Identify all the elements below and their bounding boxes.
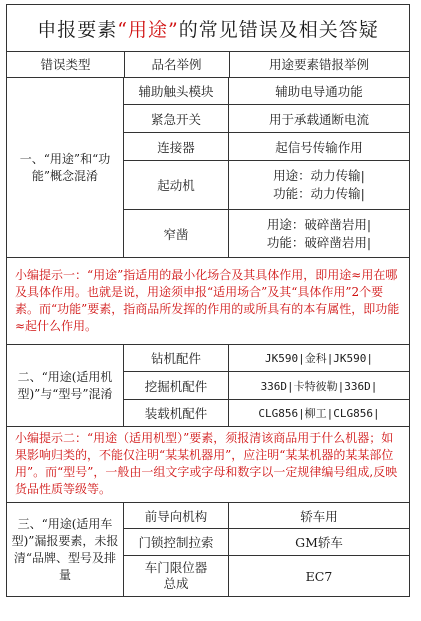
section1-row4-value [229,161,409,210]
section2-row2-value: 336D|卡特彼勒|336D| [229,372,409,400]
table-frame [6,4,410,597]
section1-row5-name: 窄凿 [124,210,229,258]
section3-label-text: 三、“用途(适用车型)”漏报要素，未报清“品牌、型号及排量 [11,516,119,582]
section1-row4-value-line2: 功能：动力传输| [273,186,365,201]
section2-row1-name: 钻机配件 [124,345,229,372]
section2-label [7,345,124,427]
section1-row3-name: 连接器 [124,133,229,161]
section1-row4-value-line1: 用途：动力传输| [273,168,365,183]
section3-row1-name: 前导向机构 [124,503,229,529]
header-product-example: 品名举例 [124,51,230,78]
section3-row3-value: EC7 [305,568,333,584]
title-suffix: 的常见错误及相关答疑 [178,18,379,41]
title-prefix: 申报要素 [37,18,118,41]
section3-row2-value: GM轿车 [229,529,409,556]
section3-row3-name: 车门限位器总成 [124,556,229,596]
section1-row2-value: 用于承载通断电流 [229,105,409,133]
section1-row5-value-line1: 用途：破碎凿岩用| [266,216,372,232]
section2-row2-name: 挖掘机配件 [124,372,229,400]
section1-row5-value [229,210,409,258]
section2-row1-value: JK590|金科|JK590| [229,345,409,372]
section3-row1-value: 轿车用 [229,503,409,529]
title-highlight: “用途” [117,18,179,41]
header-error-type: 错误类型 [7,51,125,78]
section2-label-text: 二、“用途(适用机型)”与“型号”混淆 [17,369,113,401]
section1-row5-value-line2: 功能：破碎凿岩用| [266,234,372,250]
section2-row3-value: CLG856|柳工|CLG856| [229,400,409,427]
section1-label-text: 一、“用途”和“功能”概念混淆 [19,151,111,183]
note-1: 小编提示一：“用途”指适用的最小化场合及其具体作用，即用途≈用在哪及具体作用。也就是说，用途须申报“适用场合”及其“具体作用”2个要素。而“功能”要素，指商品所发挥的作用的或所具有的本有属性，即功能≈起什么作用。 [7,258,409,345]
section3-label [7,503,124,596]
section1-row1-value: 辅助电导通功能 [229,78,409,105]
header-usage-example: 用途要素错报举例 [229,51,409,78]
section1-row1-name: 辅助触头模块 [124,78,229,105]
section1-row3-value: 起信号传输作用 [229,133,409,161]
section3-row2-name: 门锁控制拉索 [124,529,229,556]
page-title [7,5,409,52]
section1-label [7,78,124,258]
section2-row3-name: 装载机配件 [124,400,229,427]
note-2: 小编提示二：“用途（适用机型）”要素，须报清该商品用于什么机器；如果影响归类的，不能仅注明“某某机器用”，应注明“某某机器的某某部位用”。而“型号”，一般由一组文字或字母和数字以一定规律编号组成,反映货品性质等级等。 [7,427,409,503]
section1-row2-name: 紧急开关 [124,105,229,133]
section1-row4-name: 起动机 [124,161,229,210]
